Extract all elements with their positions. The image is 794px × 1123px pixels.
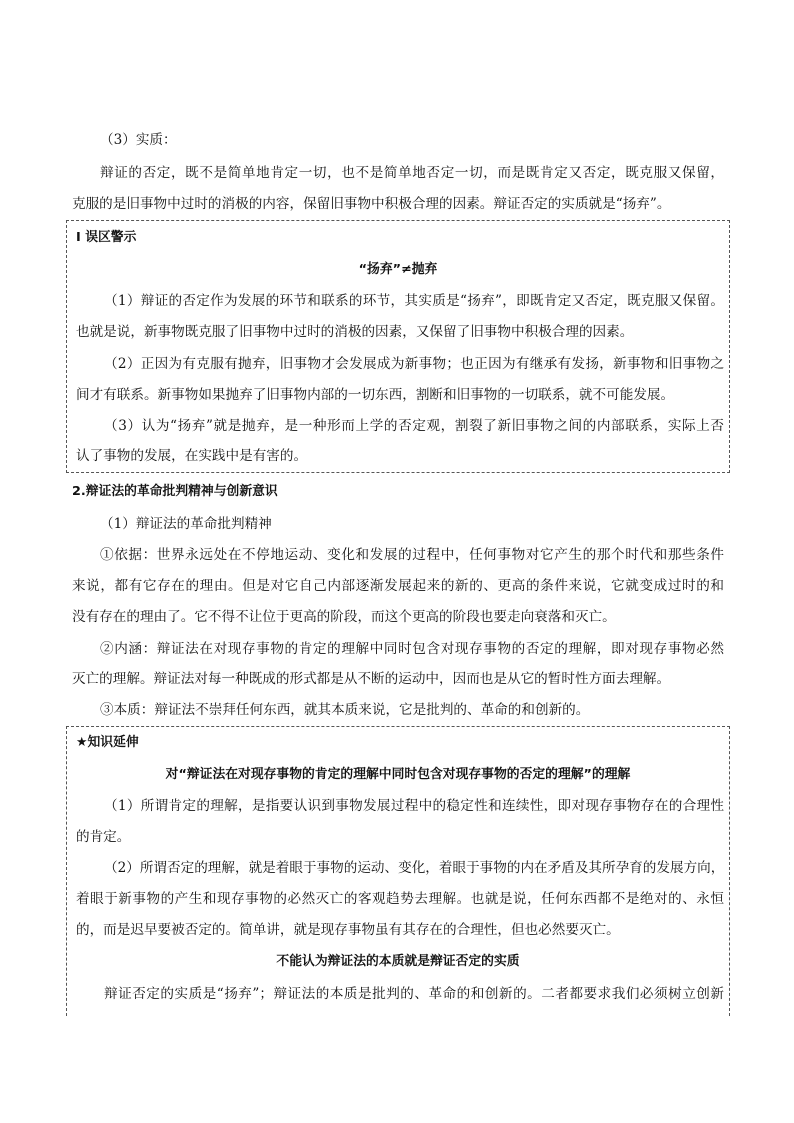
warning-paragraph-line: 也就是说，新事物既克服了旧事物中过时的消极的因素，又保留了旧事物中积极合理的因素。: [76, 324, 634, 340]
knowledge-paragraph-line: （1）所谓肯定的理解，是指要认识到事物发展过程中的稳定性和连续性，即对现存事物存在的合理性: [104, 798, 724, 814]
warning-paragraph-line: 间才有联系。新事物如果抛弃了旧事物内部的一切东西，割断和旧事物的一切联系，就不可能发展。: [76, 387, 675, 403]
knowledge-paragraph-line: （2）所谓否定的理解，就是着眼于事物的运动、变化，着眼于事物的内在矛盾及其所孕育的发展方向，: [104, 860, 725, 876]
section-heading: 2.辩证法的革命批判精神与创新意识: [72, 484, 278, 499]
warning-paragraph-line: 认了事物的发展，在实践中是有害的。: [76, 448, 308, 464]
paragraph-line: ③本质：辩证法不崇拜任何东西，就其本质来说，它是批判的、革命的和创新的。: [100, 702, 590, 718]
knowledge-box-subtitle: 不能认为辩证法的本质就是辩证否定的实质: [276, 954, 520, 969]
paragraph-line: 灭亡的理解。辩证法对每一种既成的形式都是从不断的运动中，因而也是从它的暂时性方面去理解。: [72, 671, 671, 687]
paragraph-line: 辩证的否定，既不是简单地肯定一切，也不是简单地否定一切，而是既肯定又否定，既克服又保留，: [100, 165, 724, 181]
paragraph-line: ①依据：世界永远处在不停地运动、变化和发展的过程中，任何事物对它产生的那个时代和那些条件: [100, 547, 724, 563]
paragraph-line: 没有存在的理由了。它不得不让位于更高的阶段，而这个更高的阶段也要走向衰落和灭亡。: [72, 609, 616, 625]
paragraph-line: 来说，都有它存在的理由。但是对它自己内部逐渐发展起来的新的、更高的条件来说，它就变成过时的和: [72, 578, 724, 594]
knowledge-paragraph-line: 的，而是迟早要被否定的。简单讲，就是现存事物虽有其存在的合理性，但也必然要灭亡。: [76, 922, 620, 938]
subsection-heading: （1）辩证法的革命批判精神: [100, 516, 272, 532]
warning-box-title: “扬弃”≠抛弃: [358, 262, 438, 277]
warning-paragraph-line: （2）正因为有克服有抛弃，旧事物才会发展成为新事物；也正因为有继承有发扬，新事物和旧事物之: [104, 356, 724, 372]
knowledge-paragraph-line: 着眼于新事物的产生和现存事物的必然灭亡的客观趋势去理解。也就是说，任何东西都不是绝对的、永恒: [76, 891, 724, 907]
knowledge-box-label: ★知识延伸: [76, 735, 139, 750]
knowledge-paragraph-line: 的肯定。: [76, 829, 131, 845]
knowledge-box-title: 对“辩证法在对现存事物的肯定的理解中同时包含对现存事物的否定的理解”的理解: [165, 767, 631, 782]
paragraph-line: ②内涵：辩证法在对现存事物的肯定的理解中同时包含对现存事物的否定的理解，即对现存事物必然: [100, 641, 724, 657]
warning-paragraph-line: （3）认为“扬弃”就是抛弃，是一种形而上学的否定观，割裂了新旧事物之间的内部联系，实际上否: [104, 418, 724, 434]
section-heading: （3）实质：: [100, 132, 177, 148]
knowledge-paragraph-line: 辩证否定的实质是“扬弃”；辩证法的本质是批判的、革命的和创新的。二者都要求我们必须树立创新: [104, 986, 724, 1002]
paragraph-line: 克服的是旧事物中过时的消极的内容，保留旧事物中积极合理的因素。辩证否定的实质就是“扬弃”。: [72, 196, 671, 212]
warning-paragraph-line: （1）辩证的否定作为发展的环节和联系的环节，其实质是“扬弃”，即既肯定又否定，既克服又保留。: [104, 293, 724, 309]
warning-box-label: Ⅰ 误区警示: [76, 230, 137, 245]
